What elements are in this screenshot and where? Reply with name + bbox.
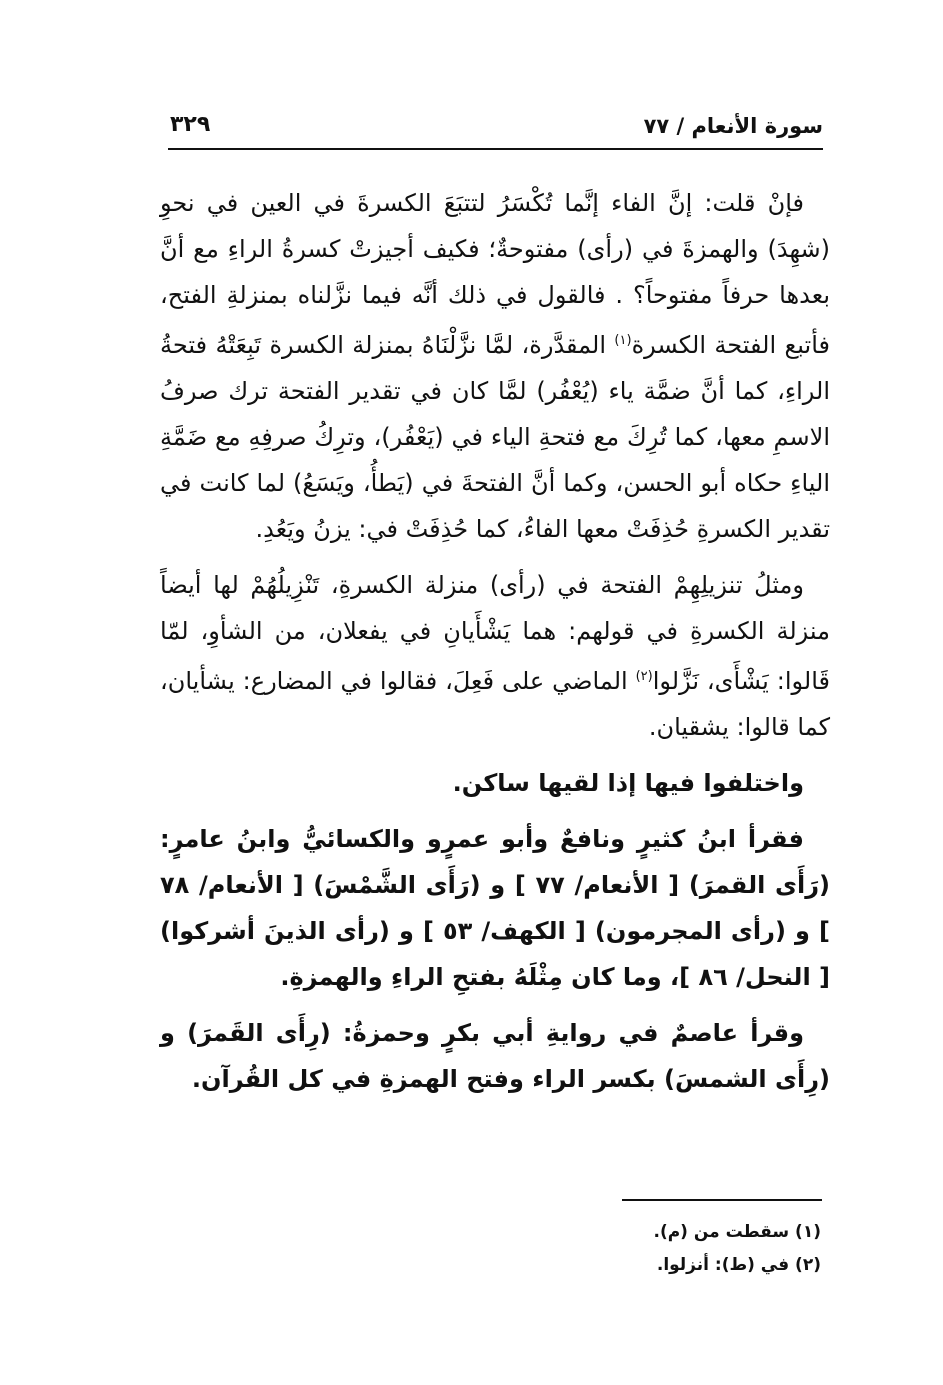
footnote-marker-1: (١): [614, 333, 632, 348]
footnote-1: (١) سقطت من (م).: [653, 1222, 821, 1242]
page-number: ٣٢٩: [170, 112, 211, 137]
paragraph-text-continued: المقدَّرة، لمَّا نزَّلْنَاهُ بمنزلة الكسرة تَبِعَتْهُ فتحةُ الراءِ، كما أنَّ ضمَّة ياء (يُعْفُر) لمَّا كان في تقدير الفتحة ترك صرفُ الاسمِ معها، كما تُرِكَ مع فتحةِ الياء في (يَعْفُر)، وترِكُ صرفِهِ مع ضَمَّةِ الياءِ حكاه أبو الحسن، وكما أنَّ الفتحةَ في (يَطأُ، ويَسَعُ) لما كانت في تقدير الكسرةِ حُذِفَتْ معها الفاءُ، كما حُذِفَتْ في: يزنُ ويَعُدِ.: [160, 331, 830, 543]
paragraph-2: [160, 562, 830, 750]
footnotes: [421, 1216, 821, 1282]
paragraph-text-continued: الماضي على فَعِلَ، فقالوا في المضارع: يشأيان، كما قالوا: يشقيان.: [160, 667, 830, 741]
footnote-marker-2: (٢): [635, 669, 653, 684]
footnote-2: (٢) في (ط): أنزلوا.: [656, 1255, 821, 1275]
surah-title: سورة الأنعام / ٧٧: [643, 114, 823, 138]
paragraph-3: واختلفوا فيها إذا لقيها ساكن.: [452, 769, 804, 797]
page-header: [168, 108, 823, 150]
paragraph-text: فإنْ قلت: إنَّ الفاء إنَّما تُكْسَرُ لتتبَعَ الكسرةَ في العين في نحوِ (شهِدَ) والهمزةَ في (رأى) مفتوحةٌ؛ فكيف أجيزتْ كسرةُ الراءِ مع أنَّ بعدها حرفاً مفتوحاً؟ . فالقول في ذلك أنَّه فيما نزَّلناه بمنزلةِ الفتح، فأتبع الفتحة الكسرة: [160, 189, 830, 359]
paragraph-1: [160, 180, 830, 552]
footnote-separator: [622, 1199, 822, 1201]
main-text: [160, 180, 830, 1112]
paragraph-text: ومثلُ تنزيلِهِمْ الفتحة في (رأى) منزلة الكسرةِ، تَنْزِيلُهُمْ لها أيضاً منزلة الكسرةِ في قولهم: هما يَشْأَيانِ في يفعلان، من الشأوِ، لمّا قَالوا: يَشْأَى، نَزَّلوا: [160, 571, 830, 695]
paragraph-4: فقرأ ابنُ كثيرٍ ونافعٌ وأبو عمرٍو والكسائيُّ وابنُ عامرٍ: (رَأَى القمرَ) [ الأنعام/ ٧٧ ] و (رَأَى الشَّمْسَ) [ الأنعام/ ٧٨ ] و (رأى المجرمون) [ الكهف/ ٥٣ ] و (رأى الذينَ أشركوا) [ النحل/ ٨٦ ]، وما كان مِثْلَهُ بفتحِ الراءِ والهمزةِ.: [160, 825, 831, 991]
paragraph-5: وقرأ عاصمٌ في روايةِ أبي بكرٍ وحمزةُ: (رِأَى القَمرَ) و (رِأَى الشمسَ) بكسر الراء وفتح الهمزةِ في كل القُرآن.: [160, 1019, 830, 1093]
